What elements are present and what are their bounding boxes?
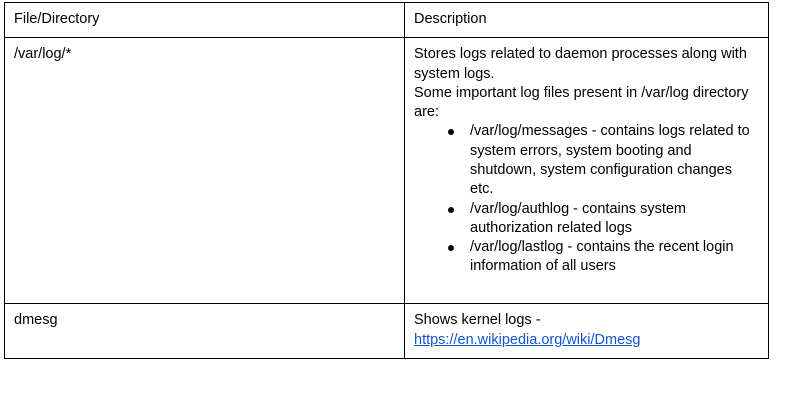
description-paragraph: Shows kernel logs - <box>414 312 541 329</box>
document-page <box>0 2 800 403</box>
list-item: /var/log/authlog - contains system authorization related logs <box>448 200 759 239</box>
dmesg-wikipedia-link[interactable]: https://en.wikipedia.org/wiki/Dmesg <box>414 331 641 348</box>
table-row <box>5 304 769 359</box>
file-path-var-log: /var/log/* <box>14 46 72 63</box>
table-row <box>5 38 769 304</box>
header-label-file-directory: File/Directory <box>14 11 100 27</box>
header-label-description: Description <box>414 11 487 27</box>
table-header-row <box>5 3 769 38</box>
cell-file-dmesg <box>5 304 405 359</box>
description-paragraph: Some important log files present in /var/log directory are: <box>414 84 749 121</box>
list-item: /var/log/lastlog - contains the recent login information of all users <box>448 238 759 277</box>
file-path-dmesg: dmesg <box>14 312 58 329</box>
description-paragraph: Stores logs related to daemon processes along with system logs. <box>414 46 747 82</box>
header-cell-file-directory <box>5 3 405 38</box>
description-bullet-list <box>414 122 759 276</box>
list-item: /var/log/messages - contains logs related to system errors, system booting and shutdown, system configuration changes etc. <box>448 122 759 199</box>
cell-description-dmesg <box>405 304 769 359</box>
cell-description-var-log <box>405 38 769 304</box>
header-cell-description <box>405 3 769 38</box>
cell-file-var-log <box>5 38 405 304</box>
file-directory-table <box>4 2 769 359</box>
